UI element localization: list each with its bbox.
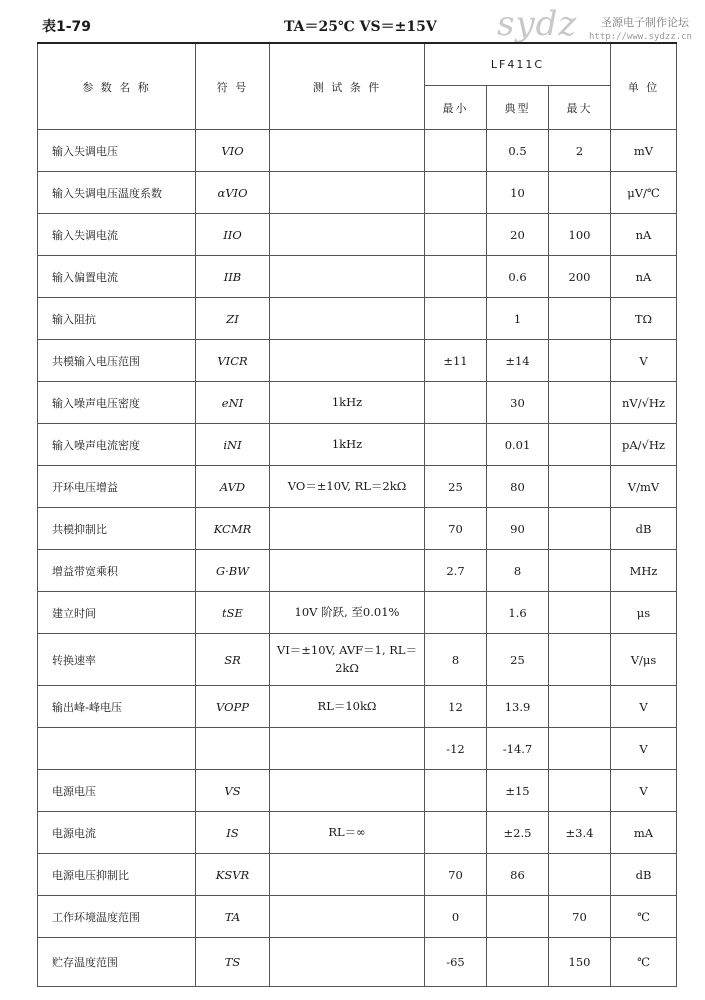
max-value-cell [549, 770, 611, 812]
param-name-cell: 共模抑制比 [38, 508, 196, 550]
table-row [38, 686, 677, 728]
typ-value-cell: 13.9 [487, 686, 549, 728]
min-value-cell [425, 256, 487, 298]
table-number: 表1-79 [42, 19, 92, 35]
table-row [38, 770, 677, 812]
param-name-cell: 增益带宽乘积 [38, 550, 196, 592]
max-value-cell: 200 [549, 256, 611, 298]
col-header-unit: 单 位 [611, 43, 677, 130]
param-name-cell: 输出峰-峰电压 [38, 686, 196, 728]
symbol-cell: VICR [196, 340, 270, 382]
min-value-cell: 25 [425, 466, 487, 508]
test-condition-cell [270, 214, 425, 256]
param-name-cell: 输入失调电流 [38, 214, 196, 256]
min-value-cell [425, 812, 487, 854]
symbol-cell: KSVR [196, 854, 270, 896]
param-name-cell: 输入噪声电流密度 [38, 424, 196, 466]
param-name-cell: 输入偏置电流 [38, 256, 196, 298]
table-row [38, 466, 677, 508]
max-value-cell [549, 634, 611, 686]
max-value-cell [549, 340, 611, 382]
max-value-cell: 150 [549, 938, 611, 987]
typ-value-cell: 20 [487, 214, 549, 256]
min-value-cell: 70 [425, 854, 487, 896]
symbol-cell: tSE [196, 592, 270, 634]
unit-cell: pA/√Hz [611, 424, 677, 466]
typ-value-cell: 10 [487, 172, 549, 214]
test-condition-cell [270, 340, 425, 382]
min-value-cell: -65 [425, 938, 487, 987]
symbol-cell: AVD [196, 466, 270, 508]
param-name-cell: 电源电压抑制比 [38, 854, 196, 896]
param-name-cell: 共模输入电压范围 [38, 340, 196, 382]
test-condition-cell: 10V 阶跃, 至0.01% [270, 592, 425, 634]
max-value-cell [549, 686, 611, 728]
typ-value-cell: 30 [487, 382, 549, 424]
symbol-cell: IIO [196, 214, 270, 256]
min-value-cell: -12 [425, 728, 487, 770]
min-value-cell: 2.7 [425, 550, 487, 592]
symbol-cell: SR [196, 634, 270, 686]
unit-cell: dB [611, 508, 677, 550]
unit-cell: μs [611, 592, 677, 634]
typ-value-cell: 0.01 [487, 424, 549, 466]
symbol-cell: IS [196, 812, 270, 854]
test-condition-cell: VO＝±10V, RL＝2kΩ [270, 466, 425, 508]
table-row [38, 634, 677, 686]
table-row [38, 382, 677, 424]
max-value-cell [549, 298, 611, 340]
table-row [38, 592, 677, 634]
col-header-param: 参 数 名 称 [38, 43, 196, 130]
unit-cell: V/mV [611, 466, 677, 508]
table-row [38, 896, 677, 938]
param-name-cell: 工作环境温度范围 [38, 896, 196, 938]
param-name-cell: 输入噪声电压密度 [38, 382, 196, 424]
param-name-cell [38, 728, 196, 770]
unit-cell: ℃ [611, 938, 677, 987]
typ-value-cell: ±14 [487, 340, 549, 382]
col-header-test: 测 试 条 件 [270, 43, 425, 130]
unit-cell: mV [611, 130, 677, 172]
test-condition-cell: RL＝∞ [270, 812, 425, 854]
col-header-typ: 典型 [487, 86, 549, 130]
symbol-cell: TS [196, 938, 270, 987]
symbol-cell: TA [196, 896, 270, 938]
spec-table [37, 42, 677, 987]
table-row [38, 728, 677, 770]
min-value-cell [425, 172, 487, 214]
table-row [38, 938, 677, 987]
max-value-cell [549, 424, 611, 466]
watermark-site-name: 圣源电子制作论坛 [601, 16, 689, 29]
max-value-cell [549, 382, 611, 424]
param-name-cell: 电源电压 [38, 770, 196, 812]
col-header-device: LF411C [425, 43, 611, 86]
typ-value-cell: 0.5 [487, 130, 549, 172]
typ-value-cell: 90 [487, 508, 549, 550]
unit-cell: μV/℃ [611, 172, 677, 214]
min-value-cell [425, 130, 487, 172]
symbol-cell: G·BW [196, 550, 270, 592]
min-value-cell [425, 592, 487, 634]
typ-value-cell: ±15 [487, 770, 549, 812]
symbol-cell: αVIO [196, 172, 270, 214]
unit-cell: MHz [611, 550, 677, 592]
table-row [38, 550, 677, 592]
test-condition-cell [270, 938, 425, 987]
test-conditions: TA＝25℃ VS＝±15V [284, 19, 437, 35]
max-value-cell: 100 [549, 214, 611, 256]
unit-cell: nA [611, 256, 677, 298]
param-name-cell: 转换速率 [38, 634, 196, 686]
symbol-cell: iNI [196, 424, 270, 466]
watermark-logo: sydz [497, 4, 578, 44]
symbol-cell: IIB [196, 256, 270, 298]
unit-cell: V [611, 728, 677, 770]
min-value-cell [425, 382, 487, 424]
typ-value-cell: 25 [487, 634, 549, 686]
typ-value-cell: ±2.5 [487, 812, 549, 854]
test-condition-cell [270, 298, 425, 340]
test-condition-cell: VI＝±10V, AVF＝1, RL＝2kΩ [270, 634, 425, 686]
typ-value-cell: -14.7 [487, 728, 549, 770]
max-value-cell [549, 592, 611, 634]
min-value-cell: ±11 [425, 340, 487, 382]
max-value-cell: 2 [549, 130, 611, 172]
min-value-cell [425, 424, 487, 466]
max-value-cell [549, 728, 611, 770]
symbol-cell: eNI [196, 382, 270, 424]
max-value-cell [549, 854, 611, 896]
table-row [38, 424, 677, 466]
test-condition-cell [270, 854, 425, 896]
test-condition-cell [270, 130, 425, 172]
test-condition-cell [270, 550, 425, 592]
table-row [38, 508, 677, 550]
symbol-cell: VOPP [196, 686, 270, 728]
unit-cell: V/μs [611, 634, 677, 686]
min-value-cell [425, 214, 487, 256]
min-value-cell: 8 [425, 634, 487, 686]
param-name-cell: 电源电流 [38, 812, 196, 854]
test-condition-cell: 1kHz [270, 424, 425, 466]
unit-cell: nA [611, 214, 677, 256]
test-condition-cell [270, 770, 425, 812]
param-name-cell: 输入失调电压 [38, 130, 196, 172]
typ-value-cell: 80 [487, 466, 549, 508]
typ-value-cell: 1 [487, 298, 549, 340]
symbol-cell: ZI [196, 298, 270, 340]
table-row [38, 812, 677, 854]
test-condition-cell [270, 896, 425, 938]
max-value-cell [549, 172, 611, 214]
symbol-cell [196, 728, 270, 770]
col-header-min: 最小 [425, 86, 487, 130]
unit-cell: ℃ [611, 896, 677, 938]
col-header-symbol: 符 号 [196, 43, 270, 130]
test-condition-cell: RL＝10kΩ [270, 686, 425, 728]
typ-value-cell: 86 [487, 854, 549, 896]
min-value-cell: 0 [425, 896, 487, 938]
test-condition-cell [270, 172, 425, 214]
unit-cell: TΩ [611, 298, 677, 340]
max-value-cell: 70 [549, 896, 611, 938]
unit-cell: V [611, 770, 677, 812]
test-condition-cell: 1kHz [270, 382, 425, 424]
typ-value-cell: 1.6 [487, 592, 549, 634]
col-header-max: 最大 [549, 86, 611, 130]
typ-value-cell: 8 [487, 550, 549, 592]
min-value-cell: 70 [425, 508, 487, 550]
min-value-cell: 12 [425, 686, 487, 728]
unit-cell: mA [611, 812, 677, 854]
spec-table-body [38, 130, 677, 987]
table-row [38, 340, 677, 382]
param-name-cell: 输入失调电压温度系数 [38, 172, 196, 214]
typ-value-cell: 0.6 [487, 256, 549, 298]
symbol-cell: VS [196, 770, 270, 812]
param-name-cell: 输入阻抗 [38, 298, 196, 340]
table-row [38, 214, 677, 256]
test-condition-cell [270, 256, 425, 298]
typ-value-cell [487, 938, 549, 987]
table-row [38, 854, 677, 896]
max-value-cell [549, 550, 611, 592]
table-row [38, 298, 677, 340]
min-value-cell [425, 770, 487, 812]
max-value-cell [549, 466, 611, 508]
min-value-cell [425, 298, 487, 340]
symbol-cell: KCMR [196, 508, 270, 550]
table-row [38, 130, 677, 172]
unit-cell: nV/√Hz [611, 382, 677, 424]
param-name-cell: 开环电压增益 [38, 466, 196, 508]
table-row [38, 172, 677, 214]
param-name-cell: 建立时间 [38, 592, 196, 634]
param-name-cell: 贮存温度范围 [38, 938, 196, 987]
unit-cell: V [611, 340, 677, 382]
test-condition-cell [270, 508, 425, 550]
typ-value-cell [487, 896, 549, 938]
max-value-cell: ±3.4 [549, 812, 611, 854]
unit-cell: V [611, 686, 677, 728]
test-condition-cell [270, 728, 425, 770]
watermark-url: http://www.sydzz.cn [589, 32, 692, 42]
unit-cell: dB [611, 854, 677, 896]
symbol-cell: VIO [196, 130, 270, 172]
max-value-cell [549, 508, 611, 550]
table-row [38, 256, 677, 298]
